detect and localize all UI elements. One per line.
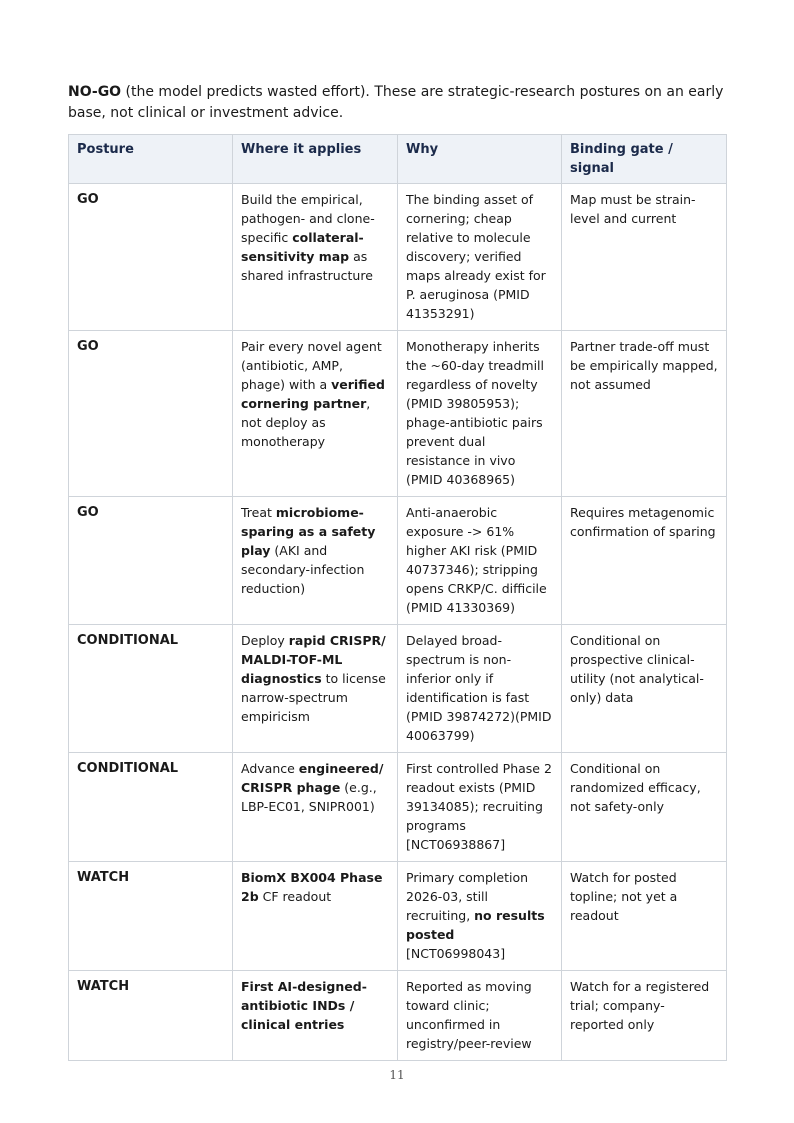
where-cell (233, 625, 398, 753)
header-where: Where it applies (233, 135, 398, 184)
why-cell (398, 625, 562, 753)
text-run: Requires metagenomic confirmation of sparing (570, 505, 716, 539)
gate-cell (562, 753, 727, 862)
text-run: Advance (241, 761, 299, 776)
header-gate: Binding gate / signal (562, 135, 727, 184)
bold-text: no results posted (406, 908, 545, 942)
where-cell (233, 331, 398, 497)
table-row (69, 497, 727, 625)
text-run: Partner trade-off must be empirically mapped, not assumed (570, 339, 718, 392)
text-run: The binding asset of cornering; cheap relative to molecule discovery; verified maps already exist for P. aeruginosa (PMID 41353291) (406, 192, 546, 321)
page-number: 11 (389, 1068, 405, 1082)
text-run: , not deploy as monotherapy (241, 396, 371, 449)
text-run: Deploy (241, 633, 289, 648)
where-cell (233, 971, 398, 1061)
bold-text: engineered/ CRISPR phage (241, 761, 384, 795)
bold-text: verified cornering partner (241, 377, 385, 411)
text-run: Pair every novel agent (antibiotic, AMP, phage) with a (241, 339, 382, 392)
page-content (68, 82, 726, 1061)
text-run: Anti-anaerobic exposure -> 61% higher AKI risk (PMID 40737346); stripping opens CRKP/C. difficile (PMID 41330369) (406, 505, 547, 615)
intro-text: (the model predicts wasted effort). These are strategic-research postures on an early base, not clinical or investment advice. (68, 84, 724, 121)
intro-bold-lead: NO-GO (68, 84, 122, 100)
gate-cell (562, 184, 727, 331)
posture-cell: GO (69, 497, 233, 625)
bold-text: BiomX BX004 Phase 2b (241, 870, 383, 904)
header-why: Why (398, 135, 562, 184)
intro-paragraph (68, 82, 726, 124)
text-run: Watch for posted topline; not yet a readout (570, 870, 678, 923)
bold-text: microbiome-sparing as a safety play (241, 505, 376, 558)
postures-table (68, 134, 727, 1061)
table-row (69, 331, 727, 497)
text-run: to license narrow-spectrum empiricism (241, 671, 386, 724)
posture-cell: CONDITIONAL (69, 625, 233, 753)
text-run: Conditional on prospective clinical-utility (not analytical-only) data (570, 633, 704, 705)
text-run: First controlled Phase 2 readout exists (PMID 39134085); recruiting programs [NCT06938867] (406, 761, 552, 852)
table-row (69, 862, 727, 971)
text-run: as shared infrastructure (241, 249, 373, 283)
text-run: Delayed broad-spectrum is non-inferior only if identification is fast (PMID 39874272)(PMID 40063799) (406, 633, 552, 743)
bold-text: collateral-sensitivity map (241, 230, 364, 264)
text-run: Map must be strain-level and current (570, 192, 696, 226)
text-run: Monotherapy inherits the ~60-day treadmill regardless of novelty (PMID 39805953); phage-antibiotic pairs prevent dual resistance in vivo (PMID 40368965) (406, 339, 544, 487)
text-run: [NCT06998043] (406, 946, 506, 961)
posture-cell: WATCH (69, 862, 233, 971)
why-cell (398, 497, 562, 625)
text-run: (AKI and secondary-infection reduction) (241, 543, 365, 596)
where-cell (233, 184, 398, 331)
gate-cell (562, 862, 727, 971)
why-cell (398, 184, 562, 331)
posture-cell: WATCH (69, 971, 233, 1061)
text-run: Watch for a registered trial; company-reported only (570, 979, 710, 1032)
where-cell (233, 862, 398, 971)
posture-cell: CONDITIONAL (69, 753, 233, 862)
bold-text: First AI-designed-antibiotic INDs / clinical entries (241, 979, 367, 1032)
text-run: CF readout (258, 889, 332, 904)
where-cell (233, 753, 398, 862)
gate-cell (562, 971, 727, 1061)
header-posture: Posture (69, 135, 233, 184)
table-header-row (69, 135, 727, 184)
posture-cell: GO (69, 331, 233, 497)
where-cell (233, 497, 398, 625)
gate-cell (562, 331, 727, 497)
bold-text: rapid CRISPR/ MALDI-TOF-ML diagnostics (241, 633, 386, 686)
table-body (69, 184, 727, 1061)
gate-cell (562, 497, 727, 625)
table-row (69, 184, 727, 331)
text-run: (e.g., LBP-EC01, SNIPR001) (241, 780, 377, 814)
why-cell (398, 331, 562, 497)
gate-cell (562, 625, 727, 753)
table-row (69, 753, 727, 862)
why-cell (398, 862, 562, 971)
why-cell (398, 753, 562, 862)
text-run: Reported as moving toward clinic; unconfirmed in registry/peer-review (406, 979, 532, 1051)
why-cell (398, 971, 562, 1061)
table-row (69, 971, 727, 1061)
posture-cell: GO (69, 184, 233, 331)
text-run: Conditional on randomized efficacy, not safety-only (570, 761, 701, 814)
text-run: Primary completion 2026-03, still recruiting, (406, 870, 529, 923)
text-run: Build the empirical, pathogen- and clone-specific (241, 192, 375, 245)
text-run: Treat (241, 505, 276, 520)
table-row (69, 625, 727, 753)
